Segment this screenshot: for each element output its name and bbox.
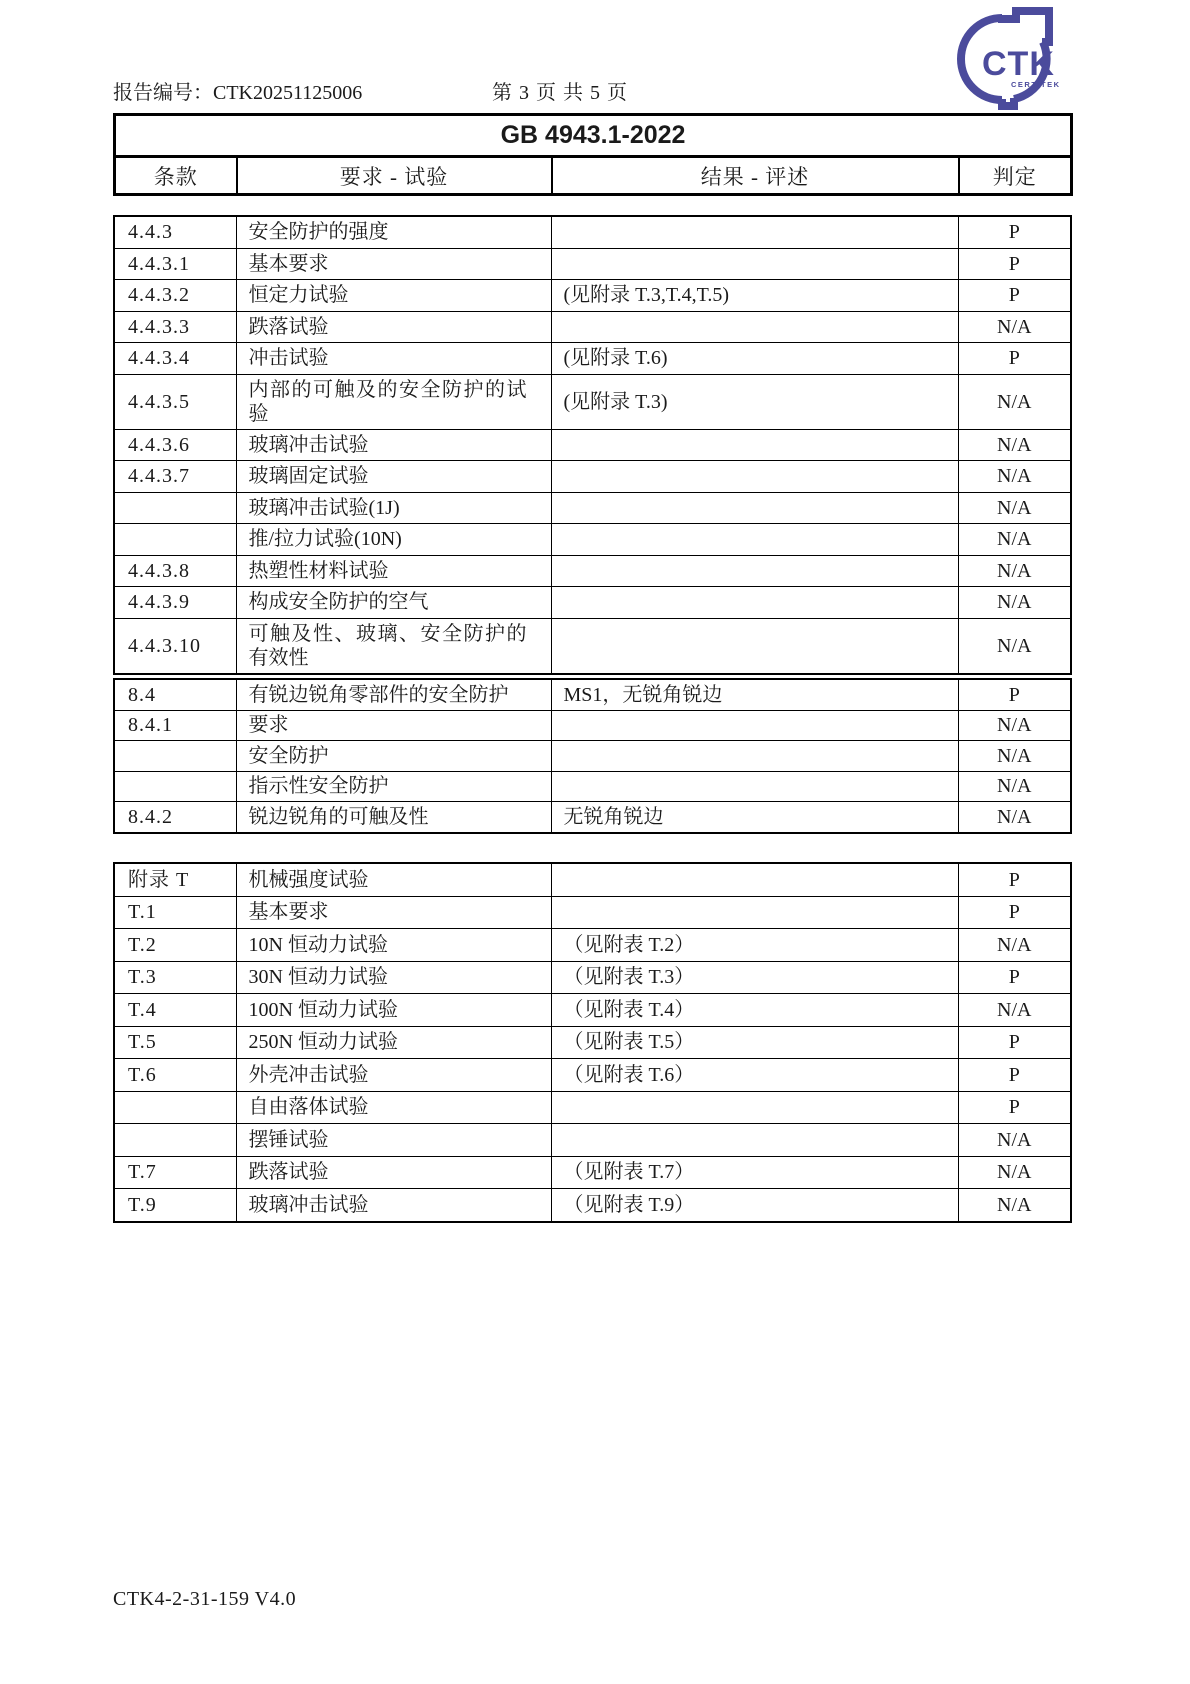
verdict-cell: N/A [958, 710, 1071, 741]
logo-bottom-step [1002, 98, 1014, 106]
table-row [114, 429, 1071, 461]
result-cell [551, 1091, 958, 1124]
table-row [114, 896, 1071, 929]
logo-subtext: CERTITEK [1011, 80, 1061, 89]
requirement-cell: 锐边锐角的可触及性 [236, 802, 551, 833]
title-table-wrap [113, 113, 1070, 196]
verdict-cell: P [958, 1026, 1071, 1059]
table-row [114, 741, 1071, 772]
result-cell [551, 248, 958, 280]
requirement-cell: 自由落体试验 [236, 1091, 551, 1124]
result-cell: （见附表 T.9） [551, 1189, 958, 1222]
requirement-cell: 30N 恒动力试验 [236, 961, 551, 994]
clause-cell: 4.4.3.7 [114, 461, 236, 493]
result-cell: （见附表 T.5） [551, 1026, 958, 1059]
verdict-cell: N/A [958, 741, 1071, 772]
column-header-clause: 条款 [115, 157, 237, 195]
clause-cell: T.1 [114, 896, 236, 929]
result-cell: MS1，无锐角锐边 [551, 679, 958, 710]
column-header-requirement: 要求 - 试验 [237, 157, 552, 195]
clause-cell [114, 524, 236, 556]
logo-text: CTK [982, 45, 1055, 83]
clause-cell: 4.4.3.6 [114, 429, 236, 461]
column-header-result: 结果 - 评述 [552, 157, 959, 195]
verdict-cell: N/A [958, 374, 1071, 429]
result-cell: (见附录 T.6) [551, 343, 958, 375]
result-cell [551, 524, 958, 556]
verdict-cell: N/A [958, 1156, 1071, 1189]
result-cell [551, 771, 958, 802]
table-row [114, 461, 1071, 493]
clause-cell: 附录 T [114, 863, 236, 896]
clause-cell: T.2 [114, 929, 236, 962]
table-row [114, 1026, 1071, 1059]
section-1-table [113, 215, 1072, 675]
result-cell [551, 863, 958, 896]
verdict-cell: N/A [958, 994, 1071, 1027]
clause-cell: T.5 [114, 1026, 236, 1059]
verdict-cell: P [958, 896, 1071, 929]
table-row [114, 374, 1071, 429]
table-row [114, 618, 1071, 674]
section-3-wrap [113, 862, 1070, 1223]
requirement-cell: 玻璃固定试验 [236, 461, 551, 493]
result-cell: (见附录 T.3,T.4,T.5) [551, 280, 958, 312]
page-number-info: 第 3 页 共 5 页 [492, 82, 628, 104]
requirement-cell: 玻璃冲击试验 [236, 429, 551, 461]
table-row [114, 929, 1071, 962]
verdict-cell: P [958, 961, 1071, 994]
ctk-logo [956, 6, 1078, 110]
requirement-cell: 推/拉力试验(10N) [236, 524, 551, 556]
requirement-cell: 内部的可触及的安全防护的试验 [236, 374, 551, 429]
requirement-cell: 安全防护 [236, 741, 551, 772]
requirement-cell: 跌落试验 [236, 311, 551, 343]
report-number: 报告编号：CTK20251125006 [113, 82, 363, 104]
requirement-cell: 250N 恒动力试验 [236, 1026, 551, 1059]
table-row [114, 311, 1071, 343]
requirement-cell: 玻璃冲击试验 [236, 1189, 551, 1222]
verdict-cell: N/A [958, 524, 1071, 556]
result-cell: （见附表 T.6） [551, 1059, 958, 1092]
requirement-cell: 可触及性、玻璃、安全防护的有效性 [236, 618, 551, 674]
table-row [114, 587, 1071, 619]
verdict-cell: N/A [958, 492, 1071, 524]
requirement-cell: 100N 恒动力试验 [236, 994, 551, 1027]
verdict-cell: P [958, 679, 1071, 710]
ctk-logo-icon [956, 6, 1078, 110]
clause-cell: T.9 [114, 1189, 236, 1222]
result-cell [551, 741, 958, 772]
verdict-cell: P [958, 863, 1071, 896]
table-row [114, 1091, 1071, 1124]
result-cell: （见附表 T.2） [551, 929, 958, 962]
clause-cell: 4.4.3 [114, 216, 236, 248]
clause-cell: 4.4.3.4 [114, 343, 236, 375]
table-row [114, 555, 1071, 587]
verdict-cell: N/A [958, 587, 1071, 619]
verdict-cell: N/A [958, 929, 1071, 962]
clause-cell [114, 741, 236, 772]
verdict-cell: N/A [958, 429, 1071, 461]
verdict-cell: N/A [958, 1124, 1071, 1157]
title-table [113, 113, 1073, 196]
verdict-cell: P [958, 343, 1071, 375]
table-row [114, 802, 1071, 833]
table-row [114, 1156, 1071, 1189]
section-2-wrap [113, 678, 1070, 834]
table-row [114, 280, 1071, 312]
requirement-cell: 跌落试验 [236, 1156, 551, 1189]
table-row [114, 994, 1071, 1027]
column-header-verdict: 判定 [959, 157, 1072, 195]
clause-cell: 4.4.3.8 [114, 555, 236, 587]
requirement-cell: 安全防护的强度 [236, 216, 551, 248]
result-cell [551, 216, 958, 248]
table-row [114, 1059, 1071, 1092]
result-cell [551, 1124, 958, 1157]
section-1-wrap [113, 215, 1070, 675]
result-cell [551, 896, 958, 929]
requirement-cell: 机械强度试验 [236, 863, 551, 896]
logo-top-tab [998, 11, 1049, 42]
result-cell: (见附录 T.3) [551, 374, 958, 429]
table-row [114, 492, 1071, 524]
result-cell [551, 587, 958, 619]
clause-cell: 8.4.1 [114, 710, 236, 741]
requirement-cell: 有锐边锐角零部件的安全防护 [236, 679, 551, 710]
clause-cell: 8.4.2 [114, 802, 236, 833]
verdict-cell: P [958, 1059, 1071, 1092]
requirement-cell: 构成安全防护的空气 [236, 587, 551, 619]
verdict-cell: P [958, 248, 1071, 280]
clause-cell [114, 492, 236, 524]
clause-cell: 4.4.3.9 [114, 587, 236, 619]
section-2-table [113, 678, 1072, 834]
verdict-cell: P [958, 280, 1071, 312]
table-row [114, 961, 1071, 994]
requirement-cell: 玻璃冲击试验(1J) [236, 492, 551, 524]
result-cell [551, 710, 958, 741]
clause-cell: 4.4.3.10 [114, 618, 236, 674]
result-cell: （见附表 T.7） [551, 1156, 958, 1189]
clause-cell: T.7 [114, 1156, 236, 1189]
verdict-cell: N/A [958, 555, 1071, 587]
clause-cell: 4.4.3.1 [114, 248, 236, 280]
standard-title: GB 4943.1-2022 [115, 115, 1072, 157]
table-row [114, 710, 1071, 741]
table-row [114, 679, 1071, 710]
clause-cell: T.4 [114, 994, 236, 1027]
result-cell [551, 555, 958, 587]
table-row [114, 524, 1071, 556]
result-cell [551, 311, 958, 343]
result-cell [551, 461, 958, 493]
result-cell [551, 429, 958, 461]
section-3-table [113, 862, 1072, 1223]
result-cell: （见附表 T.3） [551, 961, 958, 994]
requirement-cell: 要求 [236, 710, 551, 741]
clause-cell: T.3 [114, 961, 236, 994]
requirement-cell: 热塑性材料试验 [236, 555, 551, 587]
requirement-cell: 10N 恒动力试验 [236, 929, 551, 962]
table-row [114, 1189, 1071, 1222]
clause-cell [114, 1091, 236, 1124]
result-cell: 无锐角锐边 [551, 802, 958, 833]
requirement-cell: 基本要求 [236, 896, 551, 929]
verdict-cell: N/A [958, 1189, 1071, 1222]
table-row [114, 216, 1071, 248]
result-cell [551, 618, 958, 674]
clause-cell: 4.4.3.2 [114, 280, 236, 312]
clause-cell: 4.4.3.3 [114, 311, 236, 343]
table-row [114, 248, 1071, 280]
document-code: CTK4-2-31-159 V4.0 [113, 1588, 297, 1610]
result-cell [551, 492, 958, 524]
requirement-cell: 指示性安全防护 [236, 771, 551, 802]
requirement-cell: 基本要求 [236, 248, 551, 280]
verdict-cell: N/A [958, 771, 1071, 802]
requirement-cell: 恒定力试验 [236, 280, 551, 312]
clause-cell: T.6 [114, 1059, 236, 1092]
table-row [114, 1124, 1071, 1157]
verdict-cell: N/A [958, 311, 1071, 343]
clause-cell: 8.4 [114, 679, 236, 710]
requirement-cell: 摆锤试验 [236, 1124, 551, 1157]
clause-cell [114, 771, 236, 802]
verdict-cell: N/A [958, 802, 1071, 833]
table-row [114, 343, 1071, 375]
verdict-cell: P [958, 216, 1071, 248]
table-row [114, 771, 1071, 802]
verdict-cell: N/A [958, 461, 1071, 493]
table-row [114, 863, 1071, 896]
requirement-cell: 冲击试验 [236, 343, 551, 375]
requirement-cell: 外壳冲击试验 [236, 1059, 551, 1092]
clause-cell: 4.4.3.5 [114, 374, 236, 429]
result-cell: （见附表 T.4） [551, 994, 958, 1027]
verdict-cell: N/A [958, 618, 1071, 674]
verdict-cell: P [958, 1091, 1071, 1124]
clause-cell [114, 1124, 236, 1157]
